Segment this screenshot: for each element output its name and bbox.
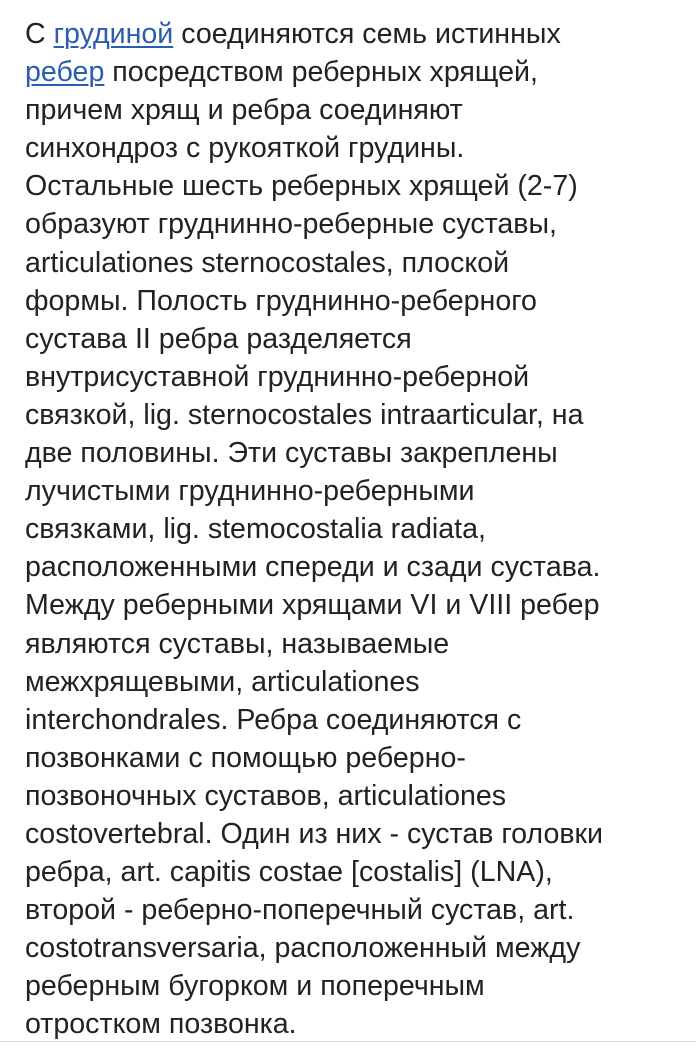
link-rebra[interactable]: ребер bbox=[25, 56, 105, 89]
article-text bbox=[25, 15, 691, 1044]
text-line: реберным бугорком и поперечным bbox=[25, 970, 485, 1003]
text-segment: соединяются семь истинных bbox=[173, 18, 561, 50]
text-line: articulationes sternocostales, плоской bbox=[25, 246, 510, 279]
bottom-divider bbox=[0, 1041, 696, 1042]
text-line: две половины. Эти суставы закреплены bbox=[25, 437, 558, 470]
text-line: costotransversaria, расположенный между bbox=[25, 932, 581, 965]
text-segment: С bbox=[25, 18, 54, 50]
text-line: внутрисуставной груднинно-реберной bbox=[25, 360, 530, 393]
text-line: причем хрящ и ребра соединяют bbox=[25, 94, 463, 127]
text-line: второй - реберно-поперечный сустав, art. bbox=[25, 894, 575, 927]
text-line bbox=[25, 15, 691, 53]
text-line bbox=[25, 53, 691, 91]
text-line: связкой, lig. sternocostales intraarticular, на bbox=[25, 398, 584, 431]
text-line: лучистыми груднинно-реберными bbox=[25, 475, 475, 508]
text-line: связками, lig. stemocostalia radiata, bbox=[25, 513, 486, 546]
text-line: межхрящевыми, articulationes bbox=[25, 665, 420, 698]
text-line: costovertebral. Один из них - сустав головки bbox=[25, 817, 604, 850]
text-line: формы. Полость груднинно-реберного bbox=[25, 284, 537, 317]
text-line: Между реберными хрящами VI и VIII ребер bbox=[25, 589, 600, 622]
text-line: отростком позвонка. bbox=[25, 1008, 297, 1041]
text-line: interchondrales. Ребра соединяются с bbox=[25, 703, 522, 736]
link-grudina[interactable]: грудиной bbox=[53, 18, 174, 50]
text-segment: посредством реберных хрящей, bbox=[104, 56, 538, 89]
text-line: позвонками с помощью реберно- bbox=[25, 741, 466, 774]
text-line: образуют груднинно-реберные суставы, bbox=[25, 208, 557, 241]
text-line: сустава II ребра разделяется bbox=[25, 322, 412, 355]
text-line: являются суставы, называемые bbox=[25, 627, 450, 660]
text-line: позвоночных суставов, articulationes bbox=[25, 779, 507, 812]
text-line: ребра, art. capitis costae [costalis] (LNA), bbox=[25, 856, 553, 889]
text-line: Остальные шесть реберных хрящей (2-7) bbox=[25, 170, 578, 203]
text-line: синхондроз с рукояткой грудины. bbox=[25, 132, 465, 165]
text-line: расположенными спереди и сзади сустава. bbox=[25, 551, 601, 584]
